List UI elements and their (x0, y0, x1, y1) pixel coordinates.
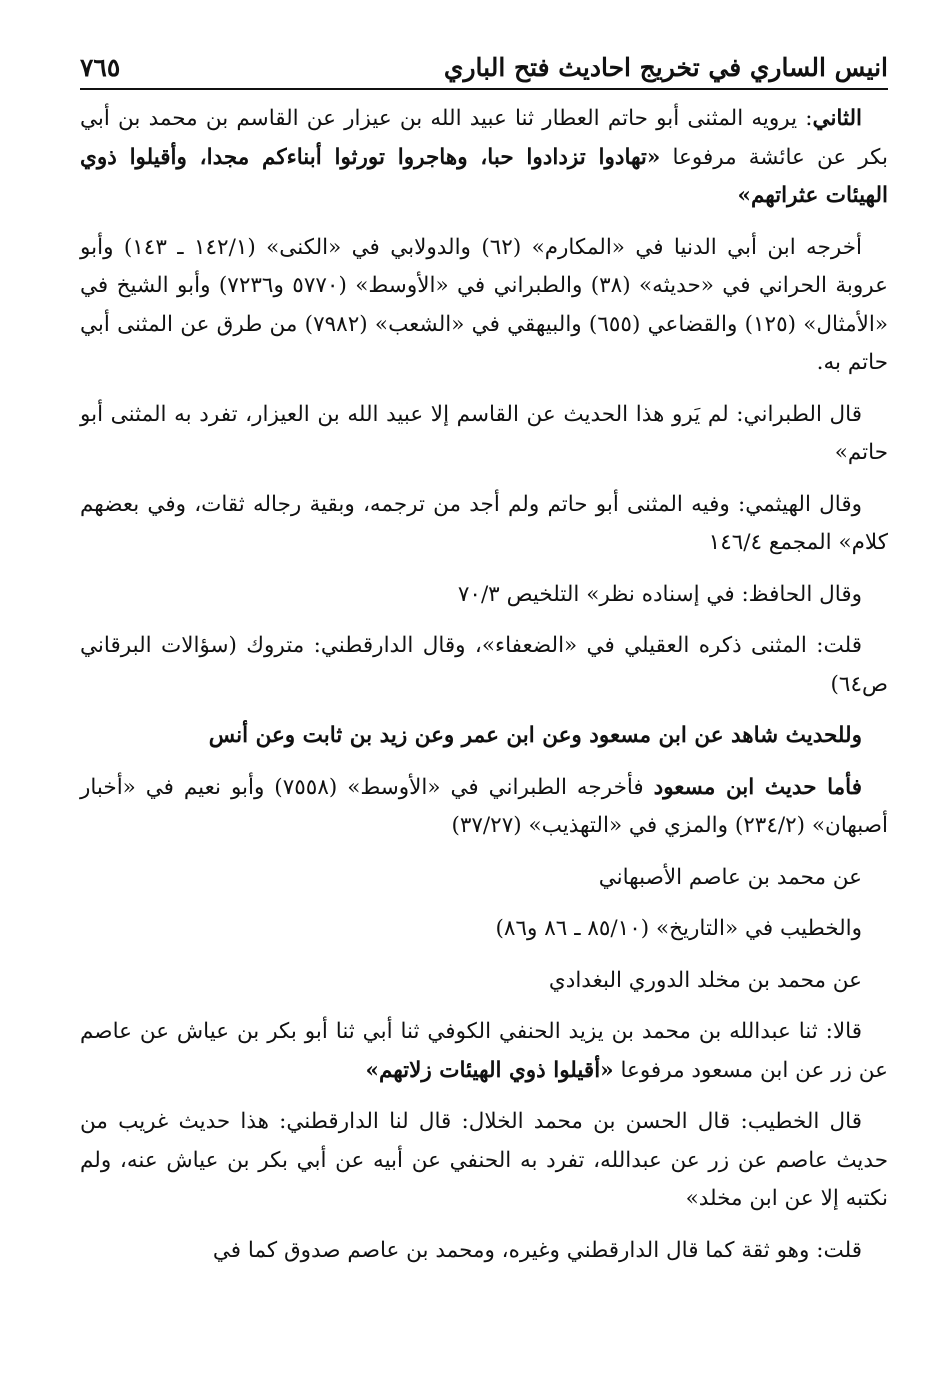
text-segment: «تهادوا تزدادوا حبا، وهاجروا تورثوا أبناءكم مجدا، وأقيلوا ذوي الهيئات عثراتهم» (80, 144, 888, 208)
text-segment: قلت: المثنى ذكره العقيلي في «الضعفاء»، وقال الدارقطني: متروك (سؤالات البرقاني ص٦٤) (80, 633, 888, 697)
paragraph (80, 1232, 888, 1271)
paragraph (80, 1013, 888, 1090)
text-segment: قالا: ثنا عبدالله بن محمد بن يزيد الحنفي الكوفي ثنا أبي ثنا أبو بكر بن عياش عن عاصم عن زر عن ابن مسعود مرفوعا (80, 1019, 888, 1083)
book-page (80, 40, 888, 1360)
page-number: ٧٦٥ (80, 53, 121, 82)
text-segment: أخرجه ابن أبي الدنيا في «المكارم» (٦٢) والدولابي في «الكنى» (١٤٢/١ ـ ١٤٣) وأبو عروبة الحراني في «حديثه» (٣٨) والطبراني في «الأوسط» (٥٧٧٠ و٧٢٣٦) وأبو الشيخ في «الأمثال» (١٢٥) والقضاعي (٦٥٥) والبيهقي في «الشعب» (٧٩٨٢) من طرق عن المثنى أبي حاتم به. (80, 234, 888, 375)
paragraph (80, 229, 888, 383)
text-segment: «أقيلوا ذوي الهيئات زلاتهم» (365, 1057, 614, 1083)
paragraph (80, 627, 888, 704)
paragraph (80, 100, 888, 216)
text-segment: والخطيب في «التاريخ» (٨٥/١٠ ـ ٨٦ و٨٦) (495, 916, 862, 941)
text-segment: عن محمد بن مخلد الدوري البغدادي (548, 967, 862, 993)
text-segment: وللحديث شاهد عن ابن مسعود وعن ابن عمر وعن زيد بن ثابت وعن أنس (208, 723, 862, 748)
paragraph (80, 576, 888, 615)
text-segment: قال الخطيب: قال الحسن بن محمد الخلال: قال لنا الدارقطني: هذا حديث غريب من حديث عاصم عن زر عن عبدالله، تفرد به الحنفي عن أبيه عن أبي بكر بن عياش عنه، ولم نكتبه إلا عن ابن مخلد» (80, 1109, 888, 1211)
text-segment: قلت: وهو ثقة كما قال الدارقطني وغيره، ومحمد بن عاصم صدوق كما في (212, 1237, 862, 1263)
text-segment: وقال الحافظ: في إسناده نظر» التلخيص ٧٠/٣ (457, 581, 862, 607)
paragraph (80, 717, 888, 756)
text-segment: عن محمد بن عاصم الأصبهاني (598, 864, 862, 890)
running-title: انيس الساري في تخريج احاديث فتح الباري (443, 53, 888, 82)
paragraph (80, 910, 888, 949)
text-segment: وقال الهيثمي: وفيه المثنى أبو حاتم ولم أجد من ترجمه، وبقية رجاله ثقات، وفي بعضهم كلام» المجمع ١٤٦/٤ (80, 491, 888, 555)
paragraph (80, 1103, 888, 1219)
paragraph (80, 486, 888, 563)
text-segment: الثاني (812, 106, 862, 131)
paragraph (80, 962, 888, 1001)
paragraph (80, 769, 888, 846)
text-segment: : يرويه المثنى أبو حاتم العطار ثنا عبيد الله بن عيزار عن القاسم بن محمد بن أبي بكر عن عائشة مرفوعا (80, 106, 889, 170)
text-segment: قال الطبراني: لم يَرو هذا الحديث عن القاسم إلا عبيد الله بن العيزار، تفرد به المثنى أبو حاتم» (80, 401, 888, 465)
page-header (80, 40, 888, 90)
text-segment: فأما حديث ابن مسعود (653, 774, 862, 800)
body-text (80, 100, 888, 1270)
text-segment: فأخرجه الطبراني في «الأوسط» (٧٥٥٨) وأبو نعيم في «أخبار أصبهان» (٢٣٤/٢) والمزي في «التهذيب» (٣٧/٢٧) (80, 774, 888, 838)
paragraph (80, 396, 888, 473)
paragraph (80, 859, 888, 898)
